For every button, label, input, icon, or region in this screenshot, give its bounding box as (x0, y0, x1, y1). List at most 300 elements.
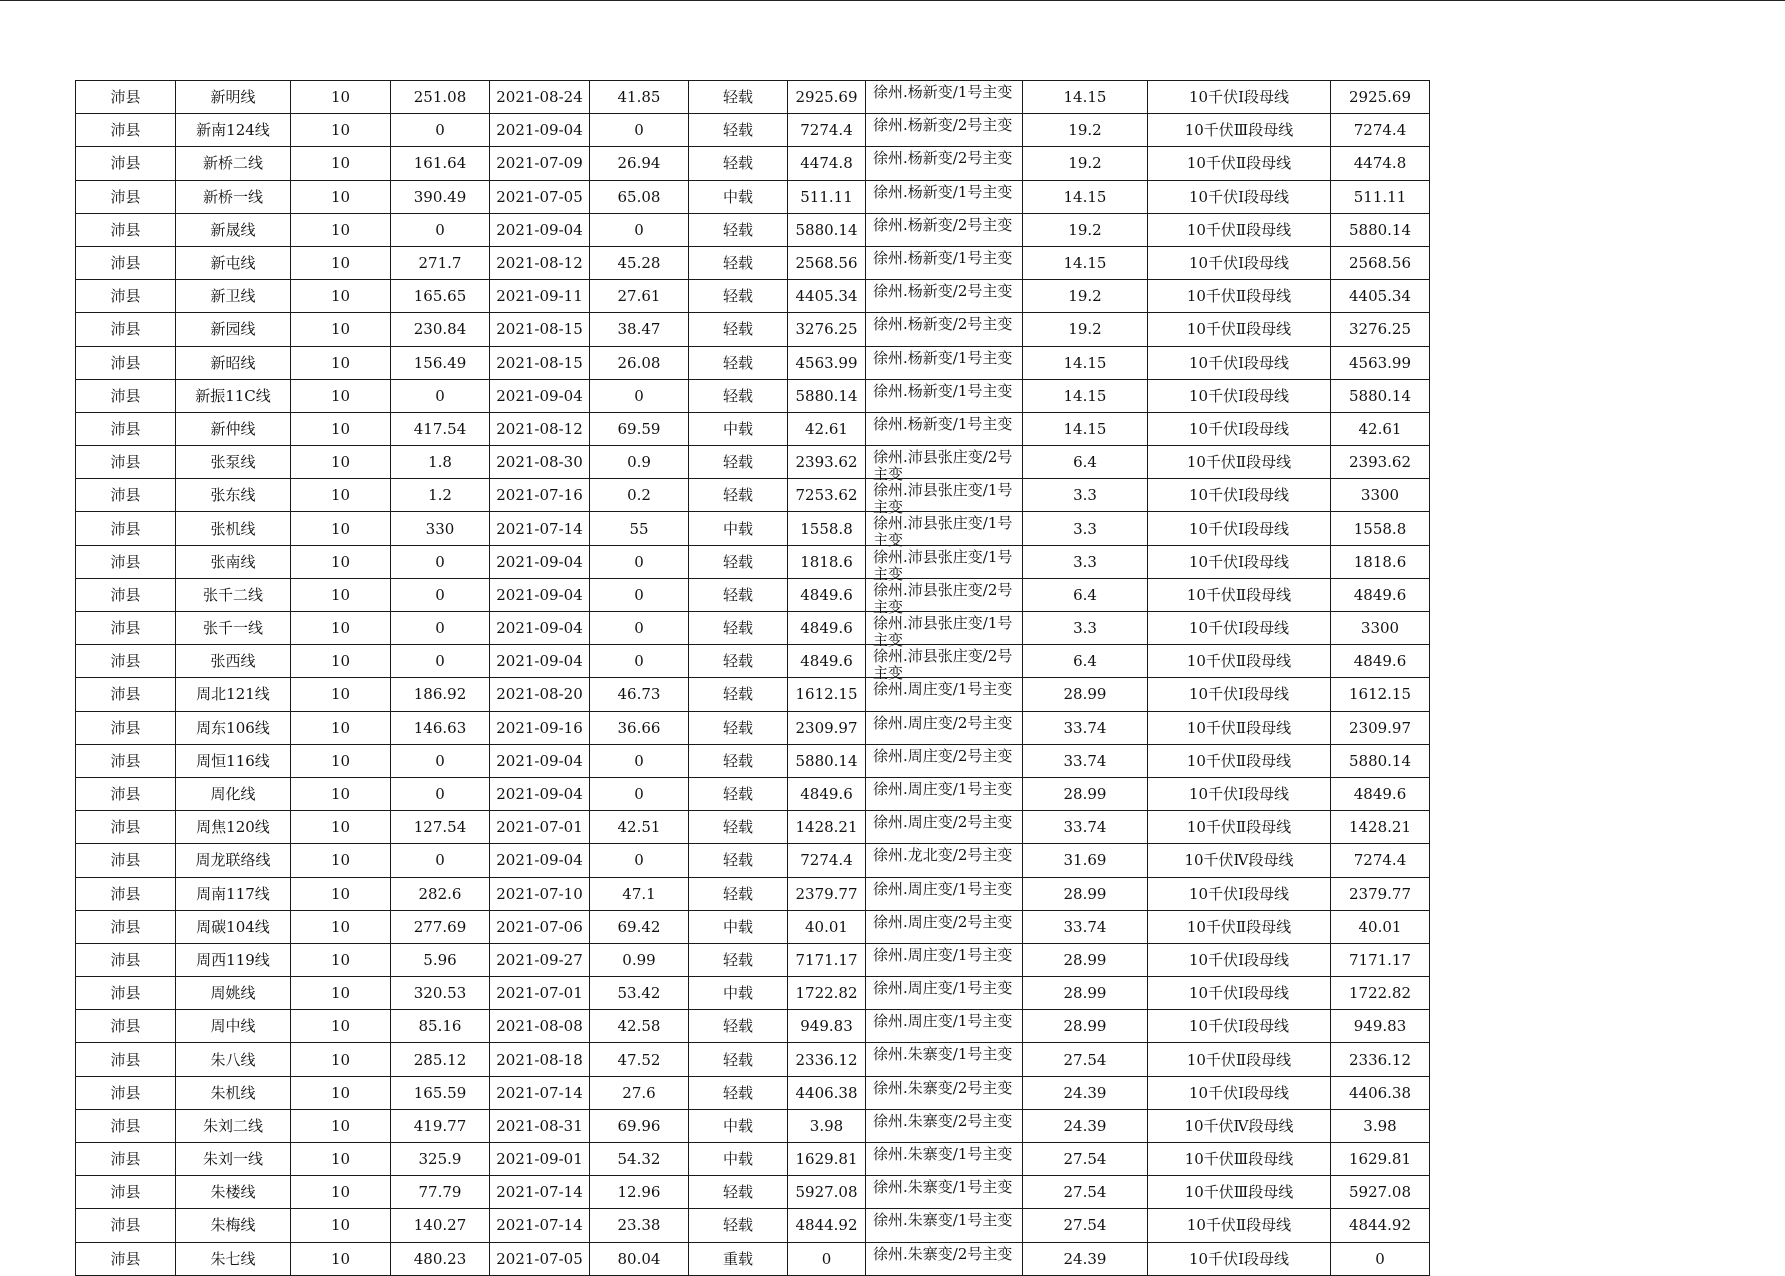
feeder-name-cell: 新桥二线 (176, 147, 291, 180)
feeder-name-cell: 朱机线 (176, 1076, 291, 1109)
county-cell: 沛县 (76, 678, 176, 711)
table-row (76, 379, 1430, 412)
load-status-cell: 轻载 (689, 612, 788, 645)
county-cell: 沛县 (76, 479, 176, 512)
load-rate-cell: 69.42 (590, 910, 689, 943)
load-status-cell: 轻载 (689, 246, 788, 279)
county-cell: 沛县 (76, 578, 176, 611)
current-cell: 282.6 (391, 877, 490, 910)
transformer-load-cell: 3.3 (1023, 512, 1148, 545)
voltage-cell: 10 (291, 711, 391, 744)
substation-text: 徐州.杨新变/1号主变 (873, 248, 1013, 267)
feeder-name-cell: 周姚线 (176, 977, 291, 1010)
available-capacity-cell: 5880.14 (1331, 744, 1430, 777)
current-cell: 0 (391, 379, 490, 412)
substation-text: 徐州.周庄变/2号主变 (873, 713, 1013, 732)
county-cell: 沛县 (76, 379, 176, 412)
load-status-cell: 中载 (689, 180, 788, 213)
substation-cell (866, 147, 1023, 180)
capacity-cell: 3.98 (788, 1109, 866, 1142)
voltage-cell: 10 (291, 811, 391, 844)
load-rate-cell: 0 (590, 545, 689, 578)
table-row (76, 744, 1430, 777)
feeder-name-cell: 新仲线 (176, 412, 291, 445)
county-cell: 沛县 (76, 910, 176, 943)
substation-cell (866, 777, 1023, 810)
voltage-cell: 10 (291, 147, 391, 180)
capacity-cell: 4563.99 (788, 346, 866, 379)
bus-section-cell: 10千伏Ⅳ段母线 (1148, 844, 1331, 877)
table-row (76, 910, 1430, 943)
feeder-name-cell: 周东106线 (176, 711, 291, 744)
capacity-cell: 4405.34 (788, 280, 866, 313)
available-capacity-cell: 7274.4 (1331, 844, 1430, 877)
load-rate-cell: 54.32 (590, 1143, 689, 1176)
date-cell: 2021-07-05 (490, 1242, 590, 1275)
capacity-cell: 0 (788, 1242, 866, 1275)
available-capacity-cell: 2568.56 (1331, 246, 1430, 279)
transformer-load-cell: 19.2 (1023, 280, 1148, 313)
load-status-cell: 轻载 (689, 379, 788, 412)
substation-text: 徐州.杨新变/2号主变 (873, 315, 1013, 334)
table-row (76, 81, 1430, 114)
county-cell: 沛县 (76, 114, 176, 147)
substation-cell (866, 545, 1023, 583)
date-cell: 2021-08-15 (490, 313, 590, 346)
load-status-cell: 轻载 (689, 811, 788, 844)
transformer-load-cell: 28.99 (1023, 777, 1148, 810)
current-cell: 0 (391, 213, 490, 246)
load-status-cell: 轻载 (689, 943, 788, 976)
bus-section-cell: 10千伏Ⅱ段母线 (1148, 910, 1331, 943)
feeder-name-cell: 周恒116线 (176, 744, 291, 777)
load-rate-cell: 12.96 (590, 1176, 689, 1209)
table-row (76, 711, 1430, 744)
substation-text: 徐州.周庄变/2号主变 (873, 912, 1013, 931)
load-status-cell: 轻载 (689, 81, 788, 114)
table-row (76, 180, 1430, 213)
bus-section-cell: 10千伏Ⅰ段母线 (1148, 877, 1331, 910)
current-cell: 277.69 (391, 910, 490, 943)
bus-section-cell: 10千伏Ⅰ段母线 (1148, 777, 1331, 810)
load-status-cell: 轻载 (689, 147, 788, 180)
substation-text: 徐州.龙北变/2号主变 (873, 846, 1013, 865)
bus-section-cell: 10千伏Ⅱ段母线 (1148, 578, 1331, 611)
available-capacity-cell: 4405.34 (1331, 280, 1430, 313)
capacity-cell: 1722.82 (788, 977, 866, 1010)
bus-section-cell: 10千伏Ⅰ段母线 (1148, 612, 1331, 645)
available-capacity-cell: 2336.12 (1331, 1043, 1430, 1076)
feeder-load-table (75, 80, 1430, 1276)
capacity-cell: 2568.56 (788, 246, 866, 279)
substation-text: 徐州.朱寨变/1号主变 (873, 1211, 1013, 1230)
county-cell: 沛县 (76, 1010, 176, 1043)
bus-section-cell: 10千伏Ⅰ段母线 (1148, 479, 1331, 512)
transformer-load-cell: 14.15 (1023, 246, 1148, 279)
feeder-name-cell: 周南117线 (176, 877, 291, 910)
table-row (76, 213, 1430, 246)
substation-text: 徐州.周庄变/2号主变 (873, 746, 1013, 765)
transformer-load-cell: 3.3 (1023, 612, 1148, 645)
substation-cell (866, 1242, 1023, 1275)
voltage-cell: 10 (291, 313, 391, 346)
table-row (76, 777, 1430, 810)
current-cell: 165.65 (391, 280, 490, 313)
county-cell: 沛县 (76, 877, 176, 910)
substation-text: 徐州.周庄变/1号主变 (873, 979, 1013, 998)
substation-cell (866, 744, 1023, 777)
substation-cell (866, 346, 1023, 379)
county-cell: 沛县 (76, 412, 176, 445)
county-cell: 沛县 (76, 977, 176, 1010)
load-rate-cell: 45.28 (590, 246, 689, 279)
date-cell: 2021-09-01 (490, 1143, 590, 1176)
capacity-cell: 7171.17 (788, 943, 866, 976)
date-cell: 2021-09-04 (490, 114, 590, 147)
load-status-cell: 轻载 (689, 446, 788, 479)
load-status-cell: 中载 (689, 1109, 788, 1142)
substation-cell (866, 811, 1023, 844)
capacity-cell: 949.83 (788, 1010, 866, 1043)
bus-section-cell: 10千伏Ⅰ段母线 (1148, 379, 1331, 412)
load-rate-cell: 23.38 (590, 1209, 689, 1242)
substation-cell (866, 645, 1023, 683)
substation-cell (866, 512, 1023, 550)
capacity-cell: 4849.6 (788, 612, 866, 645)
date-cell: 2021-08-30 (490, 446, 590, 479)
load-rate-cell: 46.73 (590, 678, 689, 711)
transformer-load-cell: 19.2 (1023, 213, 1148, 246)
current-cell: 480.23 (391, 1242, 490, 1275)
capacity-cell: 1428.21 (788, 811, 866, 844)
load-status-cell: 轻载 (689, 877, 788, 910)
capacity-cell: 1629.81 (788, 1143, 866, 1176)
load-rate-cell: 0 (590, 114, 689, 147)
bus-section-cell: 10千伏Ⅲ段母线 (1148, 1143, 1331, 1176)
bus-section-cell: 10千伏Ⅰ段母线 (1148, 943, 1331, 976)
transformer-load-cell: 31.69 (1023, 844, 1148, 877)
table-row (76, 844, 1430, 877)
substation-cell (866, 313, 1023, 346)
substation-cell (866, 446, 1023, 484)
available-capacity-cell: 1722.82 (1331, 977, 1430, 1010)
current-cell: 330 (391, 512, 490, 545)
feeder-name-cell: 朱楼线 (176, 1176, 291, 1209)
substation-text: 徐州.杨新变/2号主变 (873, 116, 1013, 135)
available-capacity-cell: 5880.14 (1331, 213, 1430, 246)
substation-text: 徐州.杨新变/1号主变 (873, 83, 1013, 101)
available-capacity-cell: 1428.21 (1331, 811, 1430, 844)
current-cell: 230.84 (391, 313, 490, 346)
substation-text: 徐州.周庄变/1号主变 (873, 1012, 1013, 1031)
table-row (76, 811, 1430, 844)
substation-text: 徐州.杨新变/2号主变 (873, 215, 1013, 234)
county-cell: 沛县 (76, 81, 176, 114)
table-row (76, 313, 1430, 346)
substation-text: 徐州.杨新变/2号主变 (873, 149, 1013, 168)
load-rate-cell: 36.66 (590, 711, 689, 744)
bus-section-cell: 10千伏Ⅱ段母线 (1148, 711, 1331, 744)
feeder-name-cell: 张南线 (176, 545, 291, 578)
current-cell: 127.54 (391, 811, 490, 844)
bus-section-cell: 10千伏Ⅱ段母线 (1148, 645, 1331, 678)
load-status-cell: 轻载 (689, 645, 788, 678)
current-cell: 146.63 (391, 711, 490, 744)
substation-text: 徐州.杨新变/1号主变 (873, 414, 1013, 433)
transformer-load-cell: 14.15 (1023, 379, 1148, 412)
capacity-cell: 1818.6 (788, 545, 866, 578)
load-rate-cell: 0 (590, 578, 689, 611)
load-status-cell: 重载 (689, 1242, 788, 1275)
voltage-cell: 10 (291, 578, 391, 611)
substation-text: 徐州.周庄变/1号主变 (873, 680, 1013, 699)
load-rate-cell: 69.96 (590, 1109, 689, 1142)
transformer-load-cell: 27.54 (1023, 1043, 1148, 1076)
table-row (76, 1176, 1430, 1209)
capacity-cell: 2309.97 (788, 711, 866, 744)
capacity-cell: 5880.14 (788, 213, 866, 246)
available-capacity-cell: 1612.15 (1331, 678, 1430, 711)
county-cell: 沛县 (76, 280, 176, 313)
bus-section-cell: 10千伏Ⅱ段母线 (1148, 313, 1331, 346)
available-capacity-cell: 3.98 (1331, 1109, 1430, 1142)
bus-section-cell: 10千伏Ⅱ段母线 (1148, 147, 1331, 180)
transformer-load-cell: 24.39 (1023, 1109, 1148, 1142)
load-rate-cell: 47.52 (590, 1043, 689, 1076)
feeder-name-cell: 周化线 (176, 777, 291, 810)
bus-section-cell: 10千伏Ⅱ段母线 (1148, 213, 1331, 246)
bus-section-cell: 10千伏Ⅰ段母线 (1148, 180, 1331, 213)
load-rate-cell: 26.94 (590, 147, 689, 180)
bus-section-cell: 10千伏Ⅰ段母线 (1148, 1010, 1331, 1043)
table-row (76, 612, 1430, 645)
capacity-cell: 4849.6 (788, 777, 866, 810)
table-row (76, 280, 1430, 313)
voltage-cell: 10 (291, 1043, 391, 1076)
available-capacity-cell: 4849.6 (1331, 578, 1430, 611)
substation-text: 徐州.朱寨变/2号主变 (873, 1244, 1013, 1263)
voltage-cell: 10 (291, 346, 391, 379)
substation-text: 徐州.沛县张庄变/1号主变 (873, 514, 1013, 550)
available-capacity-cell: 3276.25 (1331, 313, 1430, 346)
transformer-load-cell: 19.2 (1023, 147, 1148, 180)
voltage-cell: 10 (291, 280, 391, 313)
available-capacity-cell: 2393.62 (1331, 446, 1430, 479)
current-cell: 0 (391, 578, 490, 611)
county-cell: 沛县 (76, 1209, 176, 1242)
load-rate-cell: 53.42 (590, 977, 689, 1010)
load-rate-cell: 80.04 (590, 1242, 689, 1275)
feeder-name-cell: 张千一线 (176, 612, 291, 645)
available-capacity-cell: 42.61 (1331, 412, 1430, 445)
bus-section-cell: 10千伏Ⅰ段母线 (1148, 1242, 1331, 1275)
capacity-cell: 42.61 (788, 412, 866, 445)
capacity-cell: 7274.4 (788, 844, 866, 877)
transformer-load-cell: 28.99 (1023, 1010, 1148, 1043)
substation-cell (866, 280, 1023, 313)
feeder-name-cell: 周北121线 (176, 678, 291, 711)
substation-cell (866, 943, 1023, 976)
date-cell: 2021-09-04 (490, 744, 590, 777)
substation-text: 徐州.杨新变/2号主变 (873, 282, 1013, 301)
available-capacity-cell: 2309.97 (1331, 711, 1430, 744)
available-capacity-cell: 1818.6 (1331, 545, 1430, 578)
voltage-cell: 10 (291, 1109, 391, 1142)
available-capacity-cell: 7171.17 (1331, 943, 1430, 976)
voltage-cell: 10 (291, 379, 391, 412)
date-cell: 2021-08-24 (490, 81, 590, 114)
voltage-cell: 10 (291, 678, 391, 711)
load-status-cell: 中载 (689, 910, 788, 943)
current-cell: 325.9 (391, 1143, 490, 1176)
load-status-cell: 轻载 (689, 313, 788, 346)
current-cell: 0 (391, 545, 490, 578)
county-cell: 沛县 (76, 612, 176, 645)
voltage-cell: 10 (291, 545, 391, 578)
load-status-cell: 轻载 (689, 114, 788, 147)
feeder-name-cell: 周西119线 (176, 943, 291, 976)
bus-section-cell: 10千伏Ⅲ段母线 (1148, 114, 1331, 147)
available-capacity-cell: 2379.77 (1331, 877, 1430, 910)
transformer-load-cell: 14.15 (1023, 81, 1148, 114)
voltage-cell: 10 (291, 479, 391, 512)
voltage-cell: 10 (291, 1143, 391, 1176)
voltage-cell: 10 (291, 114, 391, 147)
feeder-name-cell: 周碳104线 (176, 910, 291, 943)
county-cell: 沛县 (76, 1043, 176, 1076)
table-row (76, 1209, 1430, 1242)
load-status-cell: 轻载 (689, 545, 788, 578)
county-cell: 沛县 (76, 844, 176, 877)
available-capacity-cell: 7274.4 (1331, 114, 1430, 147)
county-cell: 沛县 (76, 744, 176, 777)
substation-cell (866, 910, 1023, 943)
bus-section-cell: 10千伏Ⅱ段母线 (1148, 1043, 1331, 1076)
table-row (76, 578, 1430, 611)
bus-section-cell: 10千伏Ⅰ段母线 (1148, 81, 1331, 114)
date-cell: 2021-07-14 (490, 1209, 590, 1242)
bus-section-cell: 10千伏Ⅰ段母线 (1148, 412, 1331, 445)
load-status-cell: 轻载 (689, 280, 788, 313)
load-rate-cell: 0 (590, 744, 689, 777)
load-rate-cell: 0.9 (590, 446, 689, 479)
voltage-cell: 10 (291, 81, 391, 114)
current-cell: 0 (391, 744, 490, 777)
available-capacity-cell: 5880.14 (1331, 379, 1430, 412)
date-cell: 2021-09-04 (490, 645, 590, 678)
transformer-load-cell: 6.4 (1023, 446, 1148, 479)
available-capacity-cell: 4406.38 (1331, 1076, 1430, 1109)
county-cell: 沛县 (76, 313, 176, 346)
county-cell: 沛县 (76, 1109, 176, 1142)
load-rate-cell: 38.47 (590, 313, 689, 346)
load-rate-cell: 0 (590, 844, 689, 877)
available-capacity-cell: 949.83 (1331, 1010, 1430, 1043)
county-cell: 沛县 (76, 1176, 176, 1209)
transformer-load-cell: 14.15 (1023, 180, 1148, 213)
substation-cell (866, 1143, 1023, 1176)
voltage-cell: 10 (291, 645, 391, 678)
feeder-name-cell: 新振11C线 (176, 379, 291, 412)
available-capacity-cell: 5927.08 (1331, 1176, 1430, 1209)
available-capacity-cell: 4563.99 (1331, 346, 1430, 379)
substation-text: 徐州.沛县张庄变/1号主变 (873, 614, 1013, 649)
county-cell: 沛县 (76, 147, 176, 180)
transformer-load-cell: 28.99 (1023, 943, 1148, 976)
substation-text: 徐州.周庄变/2号主变 (873, 813, 1013, 832)
bus-section-cell: 10千伏Ⅳ段母线 (1148, 1109, 1331, 1142)
load-rate-cell: 0 (590, 777, 689, 810)
county-cell: 沛县 (76, 711, 176, 744)
substation-cell (866, 1109, 1023, 1142)
date-cell: 2021-07-14 (490, 512, 590, 545)
bus-section-cell: 10千伏Ⅱ段母线 (1148, 744, 1331, 777)
capacity-cell: 4849.6 (788, 645, 866, 678)
available-capacity-cell: 4849.6 (1331, 777, 1430, 810)
load-status-cell: 中载 (689, 977, 788, 1010)
load-rate-cell: 0.99 (590, 943, 689, 976)
load-status-cell: 中载 (689, 1143, 788, 1176)
table-row (76, 1010, 1430, 1043)
available-capacity-cell: 4474.8 (1331, 147, 1430, 180)
load-status-cell: 中载 (689, 412, 788, 445)
current-cell: 0 (391, 612, 490, 645)
table-row (76, 114, 1430, 147)
substation-cell (866, 1076, 1023, 1109)
substation-text: 徐州.周庄变/1号主变 (873, 879, 1013, 898)
load-status-cell: 轻载 (689, 711, 788, 744)
capacity-cell: 7274.4 (788, 114, 866, 147)
current-cell: 320.53 (391, 977, 490, 1010)
load-rate-cell: 0 (590, 213, 689, 246)
county-cell: 沛县 (76, 512, 176, 545)
substation-cell (866, 1043, 1023, 1076)
table-row (76, 479, 1430, 512)
feeder-name-cell: 朱梅线 (176, 1209, 291, 1242)
county-cell: 沛县 (76, 943, 176, 976)
load-rate-cell: 0 (590, 612, 689, 645)
feeder-name-cell: 新屯线 (176, 246, 291, 279)
bus-section-cell: 10千伏Ⅲ段母线 (1148, 1176, 1331, 1209)
available-capacity-cell: 1629.81 (1331, 1143, 1430, 1176)
current-cell: 85.16 (391, 1010, 490, 1043)
feeder-name-cell: 新南124线 (176, 114, 291, 147)
date-cell: 2021-08-12 (490, 412, 590, 445)
voltage-cell: 10 (291, 412, 391, 445)
load-status-cell: 轻载 (689, 1209, 788, 1242)
capacity-cell: 2336.12 (788, 1043, 866, 1076)
load-rate-cell: 47.1 (590, 877, 689, 910)
voltage-cell: 10 (291, 213, 391, 246)
date-cell: 2021-09-04 (490, 612, 590, 645)
table-row (76, 1242, 1430, 1275)
substation-text: 徐州.朱寨变/1号主变 (873, 1145, 1013, 1163)
current-cell: 1.2 (391, 479, 490, 512)
feeder-name-cell: 朱刘一线 (176, 1143, 291, 1176)
table-row (76, 877, 1430, 910)
date-cell: 2021-08-20 (490, 678, 590, 711)
voltage-cell: 10 (291, 446, 391, 479)
feeder-name-cell: 朱八线 (176, 1043, 291, 1076)
date-cell: 2021-07-01 (490, 811, 590, 844)
current-cell: 161.64 (391, 147, 490, 180)
load-rate-cell: 41.85 (590, 81, 689, 114)
feeder-name-cell: 张泵线 (176, 446, 291, 479)
substation-cell (866, 678, 1023, 711)
current-cell: 285.12 (391, 1043, 490, 1076)
substation-cell (866, 246, 1023, 279)
substation-text: 徐州.周庄变/1号主变 (873, 945, 1013, 964)
